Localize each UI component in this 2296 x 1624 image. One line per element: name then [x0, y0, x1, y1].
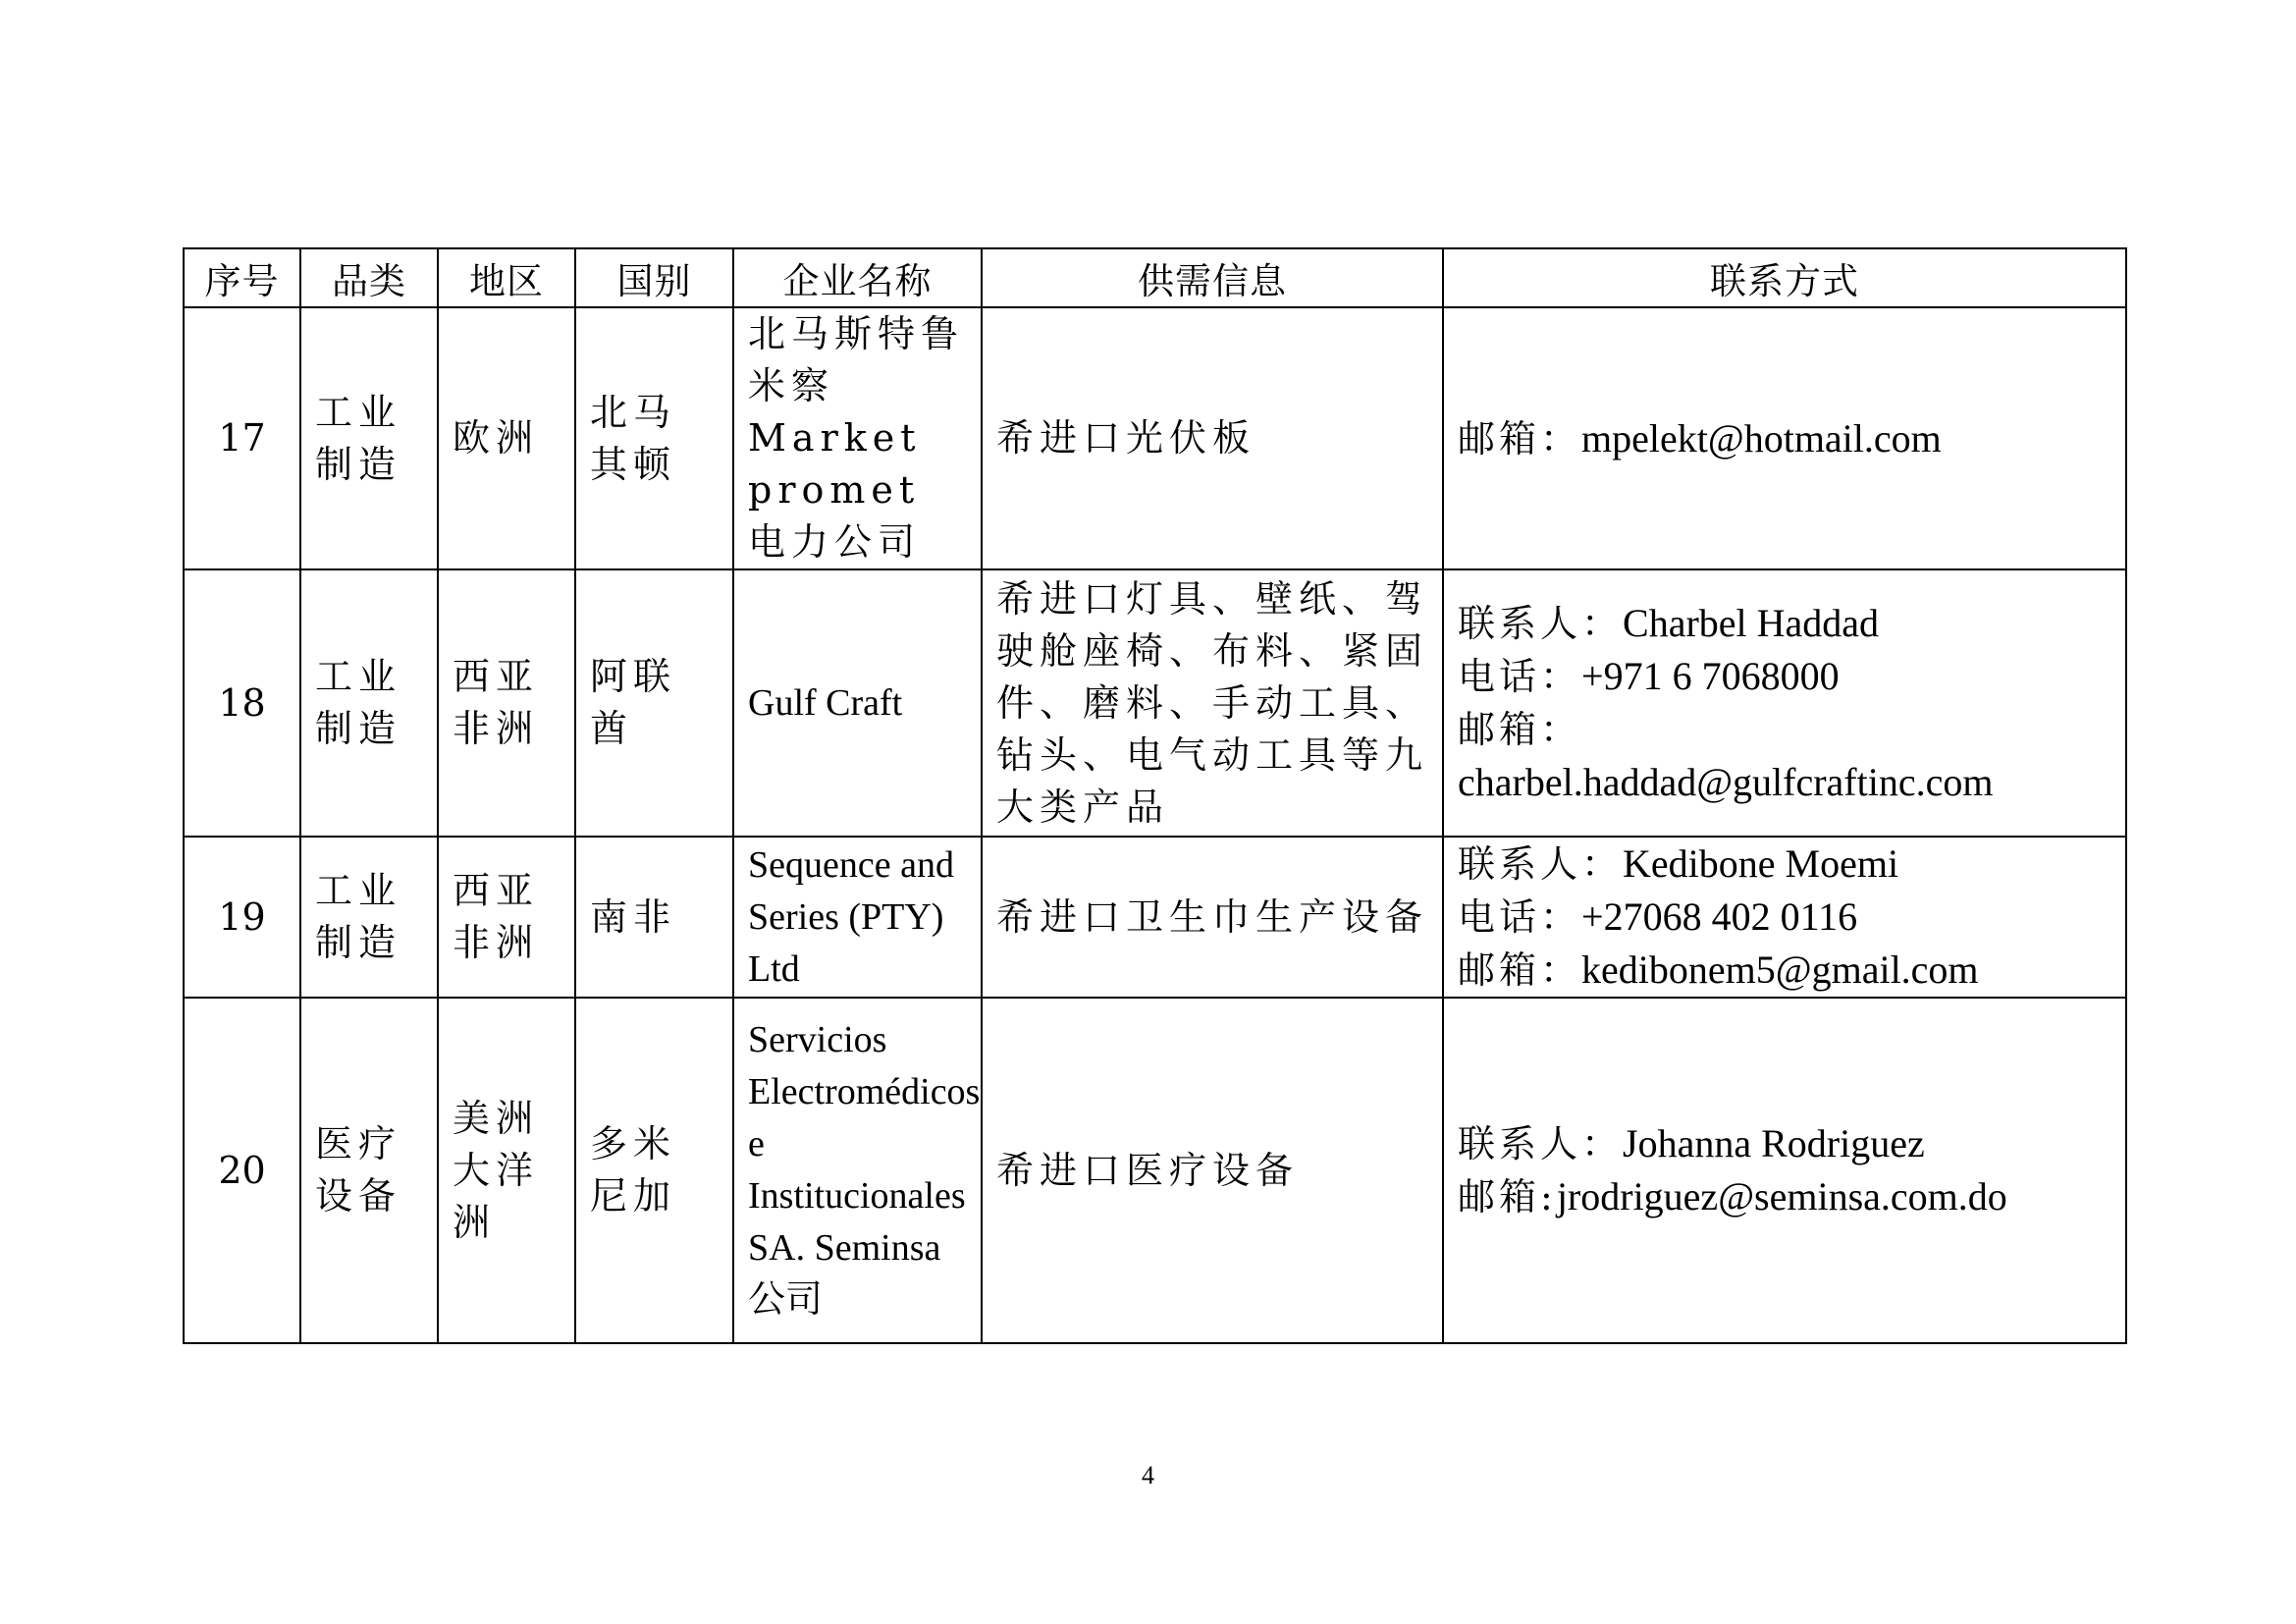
contact-line	[1458, 412, 2111, 465]
cell-company: Servicios Electromédicos e Institucionales SA. Seminsa 公司	[733, 998, 982, 1343]
cell-company: 北马斯特鲁米察 Market promet 电力公司	[733, 307, 982, 569]
cell-info: 希进口灯具、壁纸、驾驶舱座椅、布料、紧固件、磨料、手动工具、钻头、电气动工具等九大类产品	[982, 569, 1443, 837]
header-country: 国别	[575, 248, 733, 307]
cell-country: 北马其顿	[575, 307, 733, 569]
contact-label: 联系人：	[1458, 602, 1624, 645]
header-region: 地区	[438, 248, 575, 307]
contact-label: 邮箱：	[1458, 948, 1582, 992]
cell-info: 希进口光伏板	[982, 307, 1443, 569]
page-number: 4	[1142, 1461, 1154, 1489]
contact-line	[1458, 756, 2111, 809]
cell-contact	[1443, 307, 2126, 569]
table-row	[184, 998, 2126, 1343]
cell-no: 20	[184, 998, 300, 1343]
contact-label: 邮箱：	[1458, 708, 1582, 751]
header-contact: 联系方式	[1443, 248, 2126, 307]
contact-label: 邮箱:	[1458, 1175, 1557, 1218]
header-category: 品类	[300, 248, 438, 307]
contact-line	[1458, 891, 2111, 944]
cell-category: 医疗设备	[300, 998, 438, 1343]
contact-phone: +971 6 7068000	[1581, 654, 1840, 698]
contact-label: 联系人：	[1458, 1122, 1624, 1165]
cell-contact	[1443, 569, 2126, 837]
contact-line	[1458, 838, 2111, 891]
table-row	[184, 307, 2126, 569]
cell-country: 南非	[575, 837, 733, 998]
contact-email: jrodriguez@seminsa.com.do	[1556, 1174, 2007, 1218]
table-row	[184, 569, 2126, 837]
cell-region: 欧洲	[438, 307, 575, 569]
cell-no: 17	[184, 307, 300, 569]
contact-label: 联系人：	[1458, 842, 1624, 886]
cell-company: Sequence and Series (PTY) Ltd	[733, 837, 982, 998]
contact-label: 电话：	[1458, 895, 1582, 939]
contact-line	[1458, 944, 2111, 997]
cell-country: 阿联酋	[575, 569, 733, 837]
header-no: 序号	[184, 248, 300, 307]
cell-no: 18	[184, 569, 300, 837]
contact-email: mpelekt@hotmail.com	[1581, 415, 1942, 460]
table-header-row	[184, 248, 2126, 307]
contact-line	[1458, 597, 2111, 650]
cell-category: 工业制造	[300, 569, 438, 837]
cell-contact	[1443, 837, 2126, 998]
cell-category: 工业制造	[300, 307, 438, 569]
cell-info: 希进口医疗设备	[982, 998, 1443, 1343]
cell-region: 西亚非洲	[438, 837, 575, 998]
supply-demand-table	[183, 247, 2127, 1344]
contact-line	[1458, 1170, 2111, 1223]
header-info: 供需信息	[982, 248, 1443, 307]
contact-label: 电话：	[1458, 655, 1582, 698]
contact-label: 邮箱：	[1458, 416, 1582, 460]
cell-info: 希进口卫生巾生产设备	[982, 837, 1443, 998]
cell-no: 19	[184, 837, 300, 998]
cell-contact	[1443, 998, 2126, 1343]
contact-line	[1458, 650, 2111, 703]
cell-region: 西亚非洲	[438, 569, 575, 837]
contact-person: Johanna Rodriguez	[1623, 1121, 1925, 1165]
contact-person: Kedibone Moemi	[1623, 841, 1899, 886]
contact-person: Charbel Haddad	[1623, 601, 1880, 645]
contact-line	[1458, 703, 2111, 756]
contact-email: charbel.haddad@gulfcraftinc.com	[1458, 760, 1994, 804]
header-company: 企业名称	[733, 248, 982, 307]
table-row	[184, 837, 2126, 998]
cell-country: 多米尼加	[575, 998, 733, 1343]
cell-category: 工业制造	[300, 837, 438, 998]
contact-email: kedibonem5@gmail.com	[1581, 947, 1979, 992]
contact-phone: +27068 402 0116	[1581, 894, 1858, 939]
cell-company: Gulf Craft	[733, 569, 982, 837]
cell-region: 美洲大洋洲	[438, 998, 575, 1343]
contact-line	[1458, 1117, 2111, 1170]
